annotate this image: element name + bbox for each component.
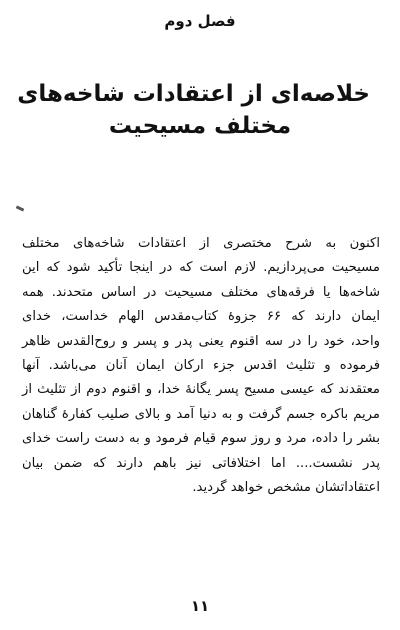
paragraph-line: ایمان دارند که ۶۶ جزوهٔ کتاب‌مقدس الهام خداست، خدای — [22, 309, 380, 325]
chapter-title-line-2: مختلف مسیحیت — [108, 113, 292, 139]
paragraph-line: مریم باکره جسم گرفت و به دنیا آمد و بالای صلیب کفارهٔ گناهان — [22, 406, 380, 422]
paragraph-line: اعتقاداتشان مشخص خواهد گردید. — [192, 480, 380, 496]
paragraph-line: معتقدند که عیسی مسیح پسر یگانهٔ خدا، و اقنوم دوم از تثلیث از — [22, 382, 380, 398]
body-paragraph — [22, 232, 380, 500]
paragraph-line: مسیحیت می‌پردازیم. لازم است که در اینجا تأکید شود که این — [22, 260, 380, 276]
paragraph-line: پدر نشست.... اما اختلافاتی نیز باهم دارند که ضمن بیان — [22, 455, 380, 471]
chapter-label: فصل دوم — [164, 12, 236, 30]
chapter-title-line-1: خلاصه‌ای از اعتقادات شاخه‌های — [17, 81, 370, 107]
print-speck — [16, 205, 25, 211]
paragraph-line: واحد، خود را در سه اقنوم یعنی پدر و پسر و روح‌القدس ظاهر — [22, 333, 380, 349]
paragraph-line: فرموده و تثلیث اقدس جزء ارکان ایمان آنان می‌باشد. آنها — [22, 358, 380, 374]
paragraph-line: شاخه‌ها یا فرقه‌های مختلف مسیحیت در اساس متحدند. همه — [22, 284, 380, 300]
chapter-title — [17, 78, 370, 142]
page-number: ۱۱ — [190, 597, 210, 615]
paragraph-line: بشر را داده، مرد و روز سوم قیام فرمود و به دست راست خدای — [22, 431, 380, 447]
paragraph-line: اکنون به شرح مختصری از اعتقادات شاخه‌های مختلف — [22, 236, 380, 251]
